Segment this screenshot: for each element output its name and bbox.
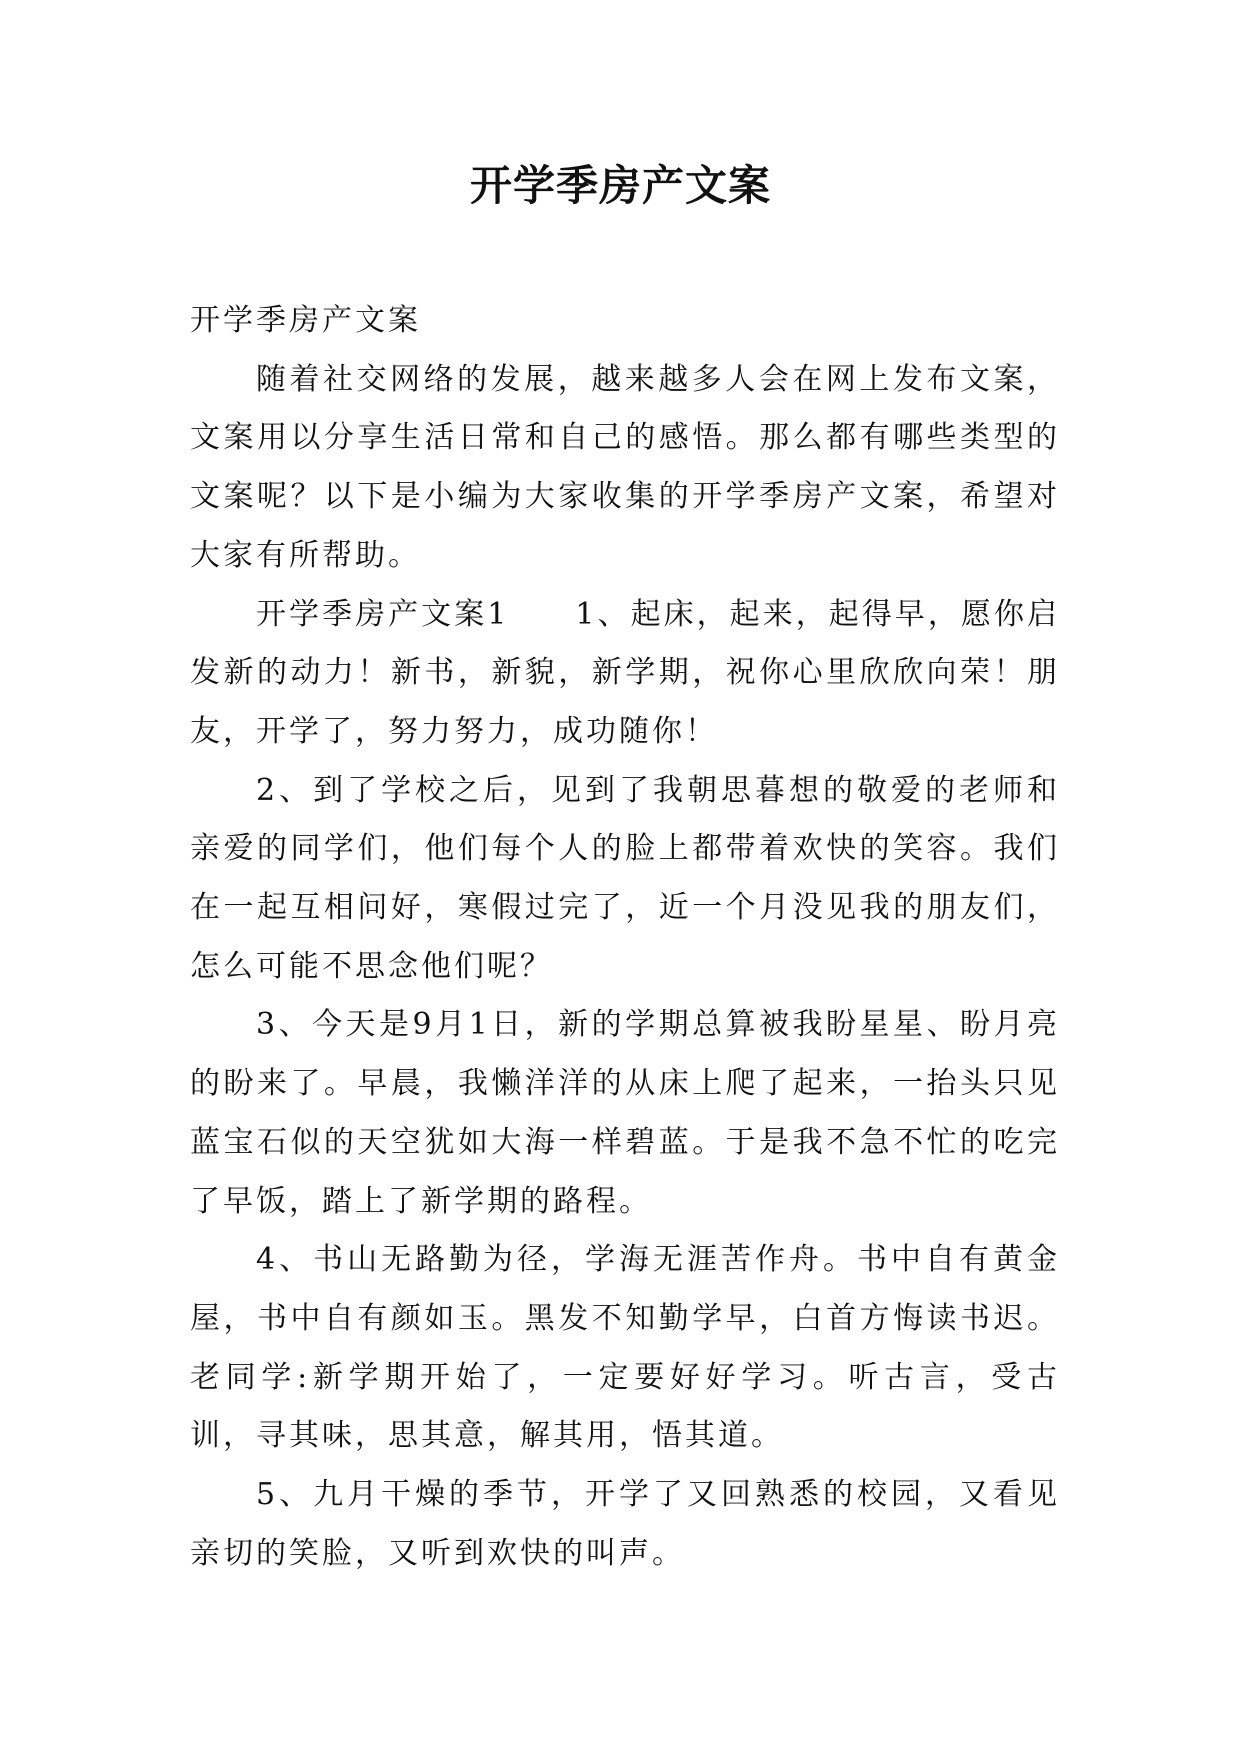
- document-title: 开学季房产文案: [469, 161, 771, 210]
- item-paragraph-1: 开学季房产文案1 1、起床，起来，起得早，愿你启发新的动力！新书，新貌，新学期，祝你心里欣欣向荣！朋友，开学了，努力努力，成功随你！: [190, 596, 1060, 749]
- item-paragraph-4: 4、书山无路勤为径，学海无涯苦作舟。书中自有黄金屋，书中自有颜如玉。黑发不知勤学早，白首方悔读书迟。老同学:新学期开始了，一定要好好学习。听古言，受古训，寻其味，思其意，解其用，悟其道。: [190, 1242, 1060, 1454]
- subtitle-paragraph: 开学季房产文案: [190, 303, 421, 338]
- item-paragraph-5: 5、九月干燥的季节，开学了又回熟悉的校园，又看见亲切的笑脸，又听到欢快的叫声。: [190, 1477, 1060, 1571]
- item-paragraph-3: 3、今天是9月1日，新的学期总算被我盼星星、盼月亮的盼来了。早晨，我懒洋洋的从床上爬了起来，一抬头只见蓝宝石似的天空犹如大海一样碧蓝。于是我不急不忙的吃完了早饭，踏上了新学期的路程。: [190, 1007, 1060, 1219]
- intro-paragraph: 随着社交网络的发展，越来越多人会在网上发布文案，文案用以分享生活日常和自己的感悟。那么都有哪些类型的文案呢？以下是小编为大家收集的开学季房产文案，希望对大家有所帮助。: [190, 361, 1060, 573]
- item-paragraph-2: 2、到了学校之后，见到了我朝思暮想的敬爱的老师和亲爱的同学们，他们每个人的脸上都带着欢快的笑容。我们在一起互相问好，寒假过完了，近一个月没见我的朋友们，怎么可能不思念他们呢？: [190, 772, 1060, 984]
- document-body: [190, 292, 1060, 1583]
